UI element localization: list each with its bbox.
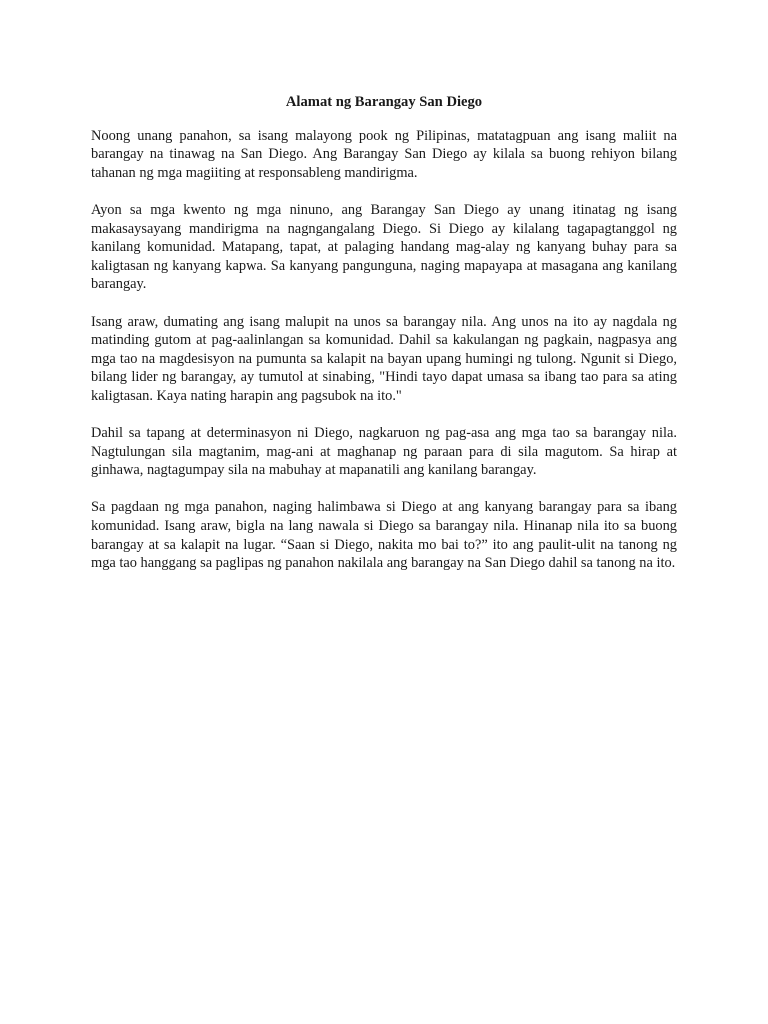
paragraph-1: Noong unang panahon, sa isang malayong pook ng Pilipinas, matatagpuan ang isang maliit na barangay na tinawag na San Diego. Ang Barangay San Diego ay kilala sa buong rehiyon bilang tahanan ng mga magiiting at responsableng mandirigma.: [91, 127, 677, 181]
document-title: Alamat ng Barangay San Diego: [285, 94, 483, 110]
document-body: [91, 93, 677, 591]
paragraph-3: Isang araw, dumating ang isang malupit na unos sa barangay nila. Ang unos na ito ay nagdala ng matinding gutom at pag-aalinlangan sa komunidad. Dahil sa kakulangan ng pagkain, nagpasya ang mga tao na magdesisyon na pumunta sa kalapit na bayan upang humingi ng tulong. Ngunit si Diego, bilang lider ng barangay, ay tumutol at sinabing, "Hindi tayo dapat umasa sa ibang tao para sa ating kaligtasan. Kaya nating harapin ang pagsubok na ito.": [91, 313, 677, 404]
paragraph-4: Dahil sa tapang at determinasyon ni Diego, nagkaruon ng pag-asa ang mga tao sa barangay nila. Nagtulungan sila magtanim, mag-ani at maghanap ng paraan para di sila magutom. Sa hirap at ginhawa, nagtagumpay sila na mabuhay at mapanatili ang kanilang barangay.: [91, 425, 677, 479]
paragraph-5: Sa pagdaan ng mga panahon, naging halimbawa si Diego at ang kanyang barangay para sa ibang komunidad. Isang araw, bigla na lang nawala si Diego sa barangay nila. Hinanap nila ito sa buong barangay at sa kalapit na lugar. “Saan si Diego, nakita mo bai to?” ito ang paulit-ulit na tanong ng mga tao hanggang sa paglipas ng panahon nakilala ang barangay na San Diego dahil sa tanong na ito.: [91, 499, 677, 572]
paragraph-2: Ayon sa mga kwento ng mga ninuno, ang Barangay San Diego ay unang itinatag ng isang makasaysayang mandirigma na nagngangalang Diego. Si Diego ay kilalang tagapagtanggol ng kanilang komunidad. Matapang, tapat, at palaging handang mag-alay ng kanyang buhay para sa kaligtasan ng kanyang kapwa. Sa kanyang pangunguna, naging mapayapa at masagana ang kanilang barangay.: [91, 201, 677, 293]
